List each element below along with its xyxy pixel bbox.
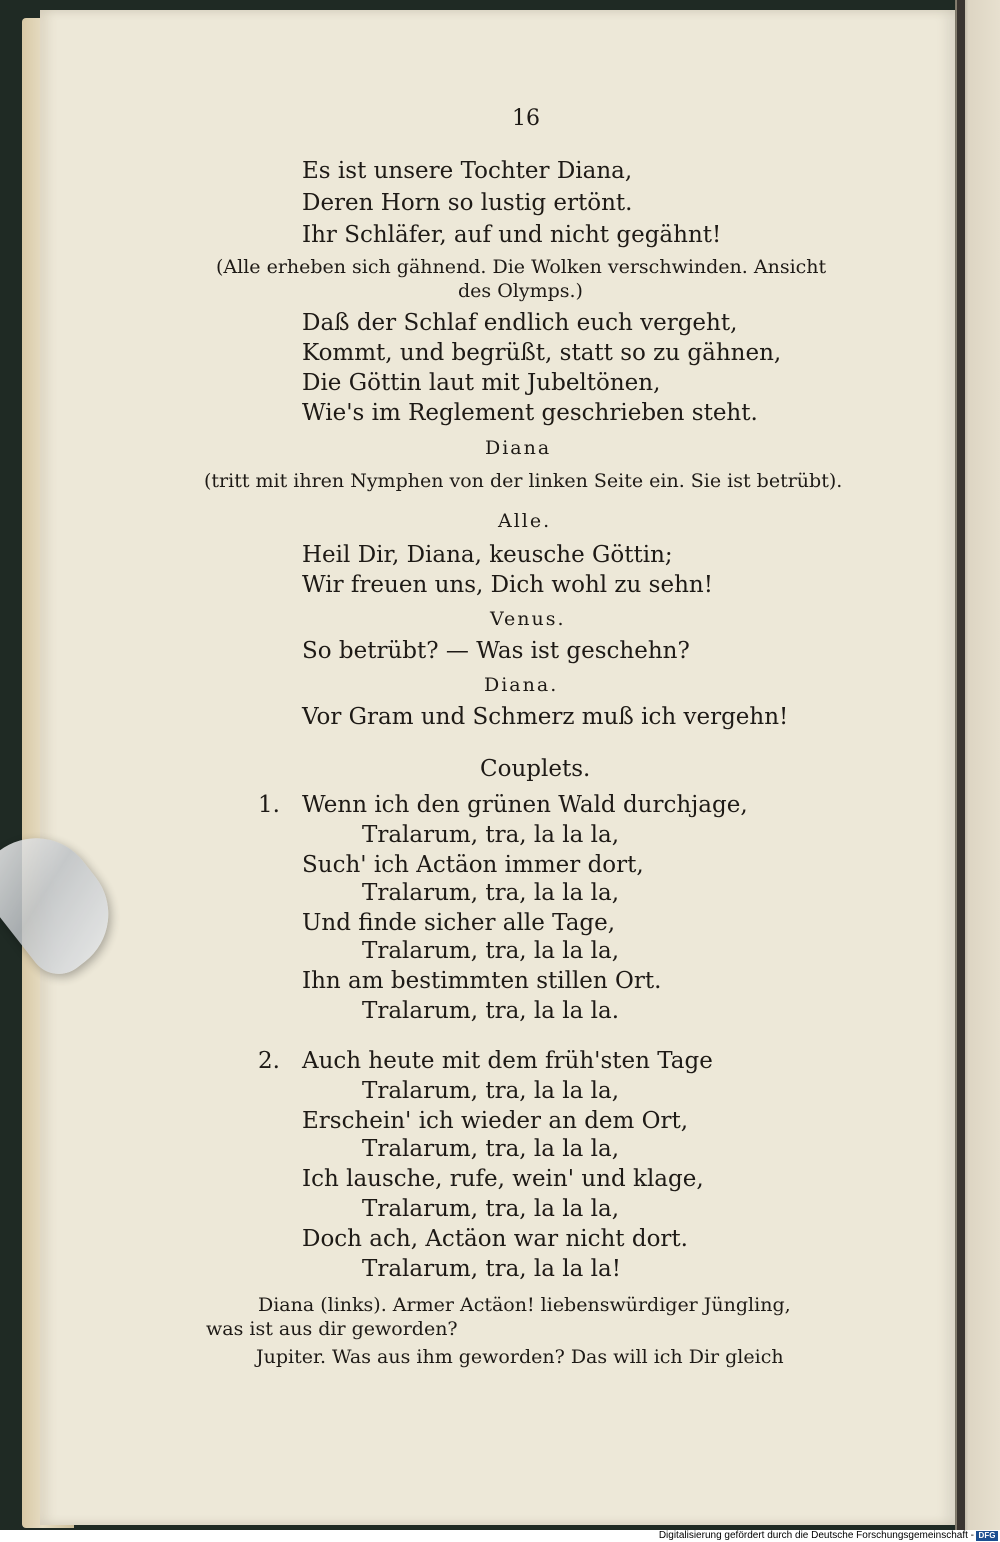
text-line: Die Göttin laut mit Jubeltönen, [302, 370, 661, 396]
text-line: Wie's im Reglement geschrieben steht. [302, 400, 758, 426]
text-line: Heil Dir, Diana, keusche Göttin; [302, 542, 673, 568]
text-line: Deren Horn so lustig ertönt. [302, 190, 633, 216]
refrain-line: Tralarum, tra, la la la, [362, 880, 620, 906]
speaker-name: Alle. [498, 510, 552, 532]
footer-credit: Digitalisierung gefördert durch die Deutsche Forschungsgemeinschaft - [658, 1530, 974, 1541]
text-line: Kommt, und begrüßt, statt so zu gähnen, [302, 340, 782, 366]
refrain-line: Tralarum, tra, la la la, [362, 938, 620, 964]
text-line: Vor Gram und Schmerz muß ich vergehn! [302, 704, 789, 730]
text-line: Daß der Schlaf endlich euch vergeht, [302, 310, 738, 336]
speaker-name: Venus. [490, 608, 566, 630]
verse-number: 1. [258, 792, 280, 818]
text-line: Wir freuen uns, Dich wohl zu sehn! [302, 572, 713, 598]
stage-direction: (tritt mit ihren Nymphen von der linken Seite ein. Sie ist betrübt). [204, 470, 843, 492]
text-line: Doch ach, Actäon war nicht dort. [302, 1226, 688, 1252]
refrain-line: Tralarum, tra, la la la, [362, 1078, 620, 1104]
text-line: Such' ich Actäon immer dort, [302, 852, 644, 878]
refrain-line: Tralarum, tra, la la la. [362, 998, 620, 1024]
refrain-line: Tralarum, tra, la la la, [362, 1196, 620, 1222]
dfg-logo: DFG [976, 1531, 998, 1541]
page-number: 16 [512, 106, 540, 131]
text-line: Erschein' ich wieder an dem Ort, [302, 1108, 689, 1134]
verse-number: 2. [258, 1048, 280, 1074]
refrain-line: Tralarum, tra, la la la, [362, 822, 620, 848]
speaker-name: Diana. [484, 674, 559, 696]
section-heading: Couplets. [480, 756, 591, 782]
text-line: Und finde sicher alle Tage, [302, 910, 616, 936]
text-line: Ihn am bestimmten stillen Ort. [302, 968, 662, 994]
stage-direction: (Alle erheben sich gähnend. Die Wolken verschwinden. Ansicht [216, 256, 827, 278]
prose-line: Diana (links). Armer Actäon! liebenswürdiger Jüngling, [258, 1294, 791, 1316]
text-line: Wenn ich den grünen Wald durchjage, [302, 792, 748, 818]
refrain-line: Tralarum, tra, la la la! [362, 1256, 621, 1282]
stage-direction: des Olymps.) [458, 280, 583, 302]
digitization-footer [0, 1530, 1000, 1542]
text-line: Es ist unsere Tochter Diana, [302, 158, 633, 184]
text-line: So betrübt? — Was ist geschehn? [302, 638, 690, 664]
prose-line: Jupiter. Was aus ihm geworden? Das will ich Dir gleich [256, 1346, 784, 1368]
text-line: Ich lausche, rufe, wein' und klage, [302, 1166, 704, 1192]
text-line: Auch heute mit dem früh'sten Tage [302, 1048, 713, 1074]
speaker-name: Diana [485, 437, 552, 459]
refrain-line: Tralarum, tra, la la la, [362, 1136, 620, 1162]
text-line: Ihr Schläfer, auf und nicht gegähnt! [302, 222, 722, 248]
prose-line: was ist aus dir geworden? [206, 1318, 458, 1340]
